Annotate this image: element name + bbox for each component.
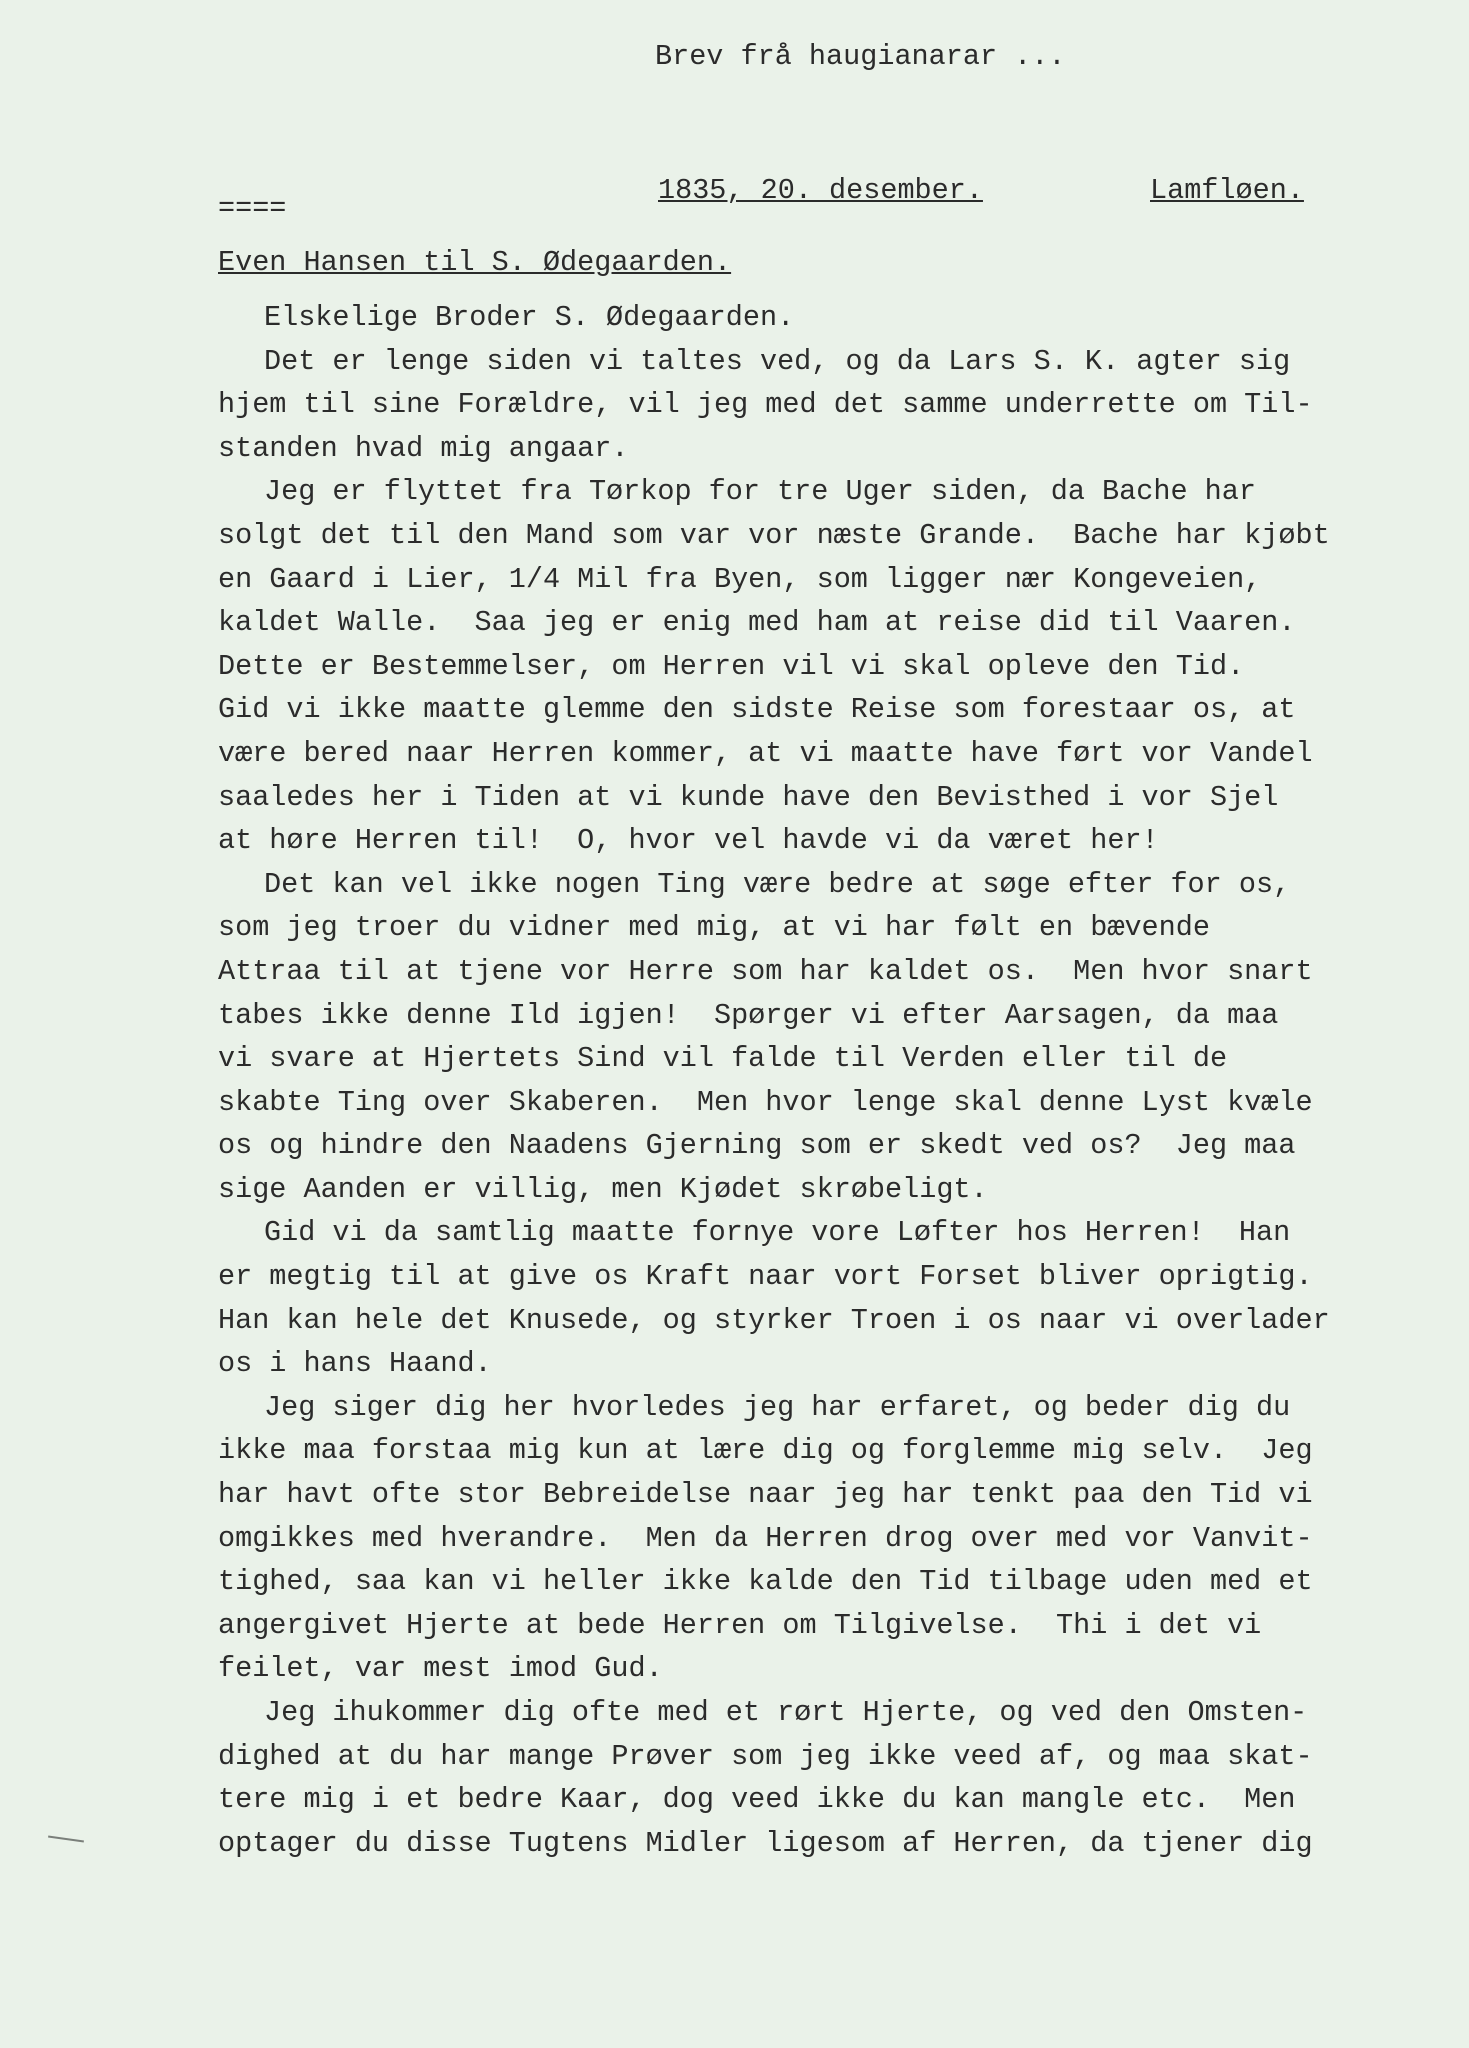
text-line: ikke maa forstaa mig kun at lære dig og forglemme mig selv. Jeg: [218, 1434, 1313, 1468]
dateline-date: 1835, 20. desember.: [658, 174, 983, 207]
text-line: Dette er Bestemmelser, om Herren vil vi skal opleve den Tid.: [218, 649, 1245, 683]
dateline-place: Lamfløen.: [1150, 174, 1304, 207]
dateline-marker: ====: [218, 192, 287, 225]
text-line: vi svare at Hjertets Sind vil falde til Verden eller til de: [218, 1042, 1228, 1076]
text-line: er megtig til at give os Kraft naar vort Forset bliver oprigtig.: [218, 1260, 1313, 1294]
text-line: at høre Herren til! O, hvor vel havde vi da været her!: [218, 824, 1159, 858]
text-line: Gid vi ikke maatte glemme den sidste Reise som forestaar os, at: [218, 693, 1296, 727]
text-line: har havt ofte stor Bebreidelse naar jeg har tenkt paa den Tid vi: [218, 1478, 1313, 1512]
text-line: saaledes her i Tiden at vi kunde have den Bevisthed i vor Sjel: [218, 780, 1279, 814]
text-line: solgt det til den Mand som var vor næste Grande. Bache har kjøbt: [218, 518, 1330, 552]
text-line: angergivet Hjerte at bede Herren om Tilgivelse. Thi i det vi: [218, 1608, 1262, 1642]
text-line: tabes ikke denne Ild igjen! Spørger vi efter Aarsagen, da maa: [218, 998, 1279, 1032]
text-line: tighed, saa kan vi heller ikke kalde den Tid tilbage uden med et: [218, 1565, 1313, 1599]
text-line: omgikkes med hverandre. Men da Herren drog over med vor Vanvit-: [218, 1521, 1313, 1555]
text-line: være bered naar Herren kommer, at vi maatte have ført vor Vandel: [218, 736, 1313, 770]
text-line: dighed at du har mange Prøver som jeg ikke veed af, og maa skat-: [218, 1739, 1313, 1773]
text-line: kaldet Walle. Saa jeg er enig med ham at reise did til Vaaren.: [218, 606, 1296, 640]
margin-mark: [48, 1836, 84, 1843]
text-line: Jeg siger dig her hvorledes jeg har erfaret, og beder dig du: [264, 1390, 1291, 1424]
text-line: en Gaard i Lier, 1/4 Mil fra Byen, som ligger nær Kongeveien,: [218, 562, 1262, 596]
text-line: os i hans Haand.: [218, 1347, 492, 1381]
text-line: sige Aanden er villig, men Kjødet skrøbeligt.: [218, 1172, 988, 1206]
letter-heading: Even Hansen til S. Ødegaarden.: [218, 246, 732, 279]
text-line: Jeg er flyttet fra Tørkop for tre Uger siden, da Bache har: [264, 475, 1256, 509]
letter-body: [218, 296, 1378, 1865]
text-line: standen hvad mig angaar.: [218, 431, 629, 465]
text-line: os og hindre den Naadens Gjerning som er skedt ved os? Jeg maa: [218, 1129, 1296, 1163]
salutation: Elskelige Broder S. Ødegaarden.: [264, 301, 795, 334]
text-line: som jeg troer du vidner med mig, at vi har følt en bævende: [218, 911, 1210, 945]
text-line: Han kan hele det Knusede, og styrker Troen i os naar vi overlader: [218, 1303, 1330, 1337]
text-line: hjem til sine Forældre, vil jeg med det samme underrette om Til-: [218, 388, 1313, 422]
text-line: optager du disse Tugtens Midler ligesom af Herren, da tjener dig: [218, 1826, 1313, 1860]
text-line: Jeg ihukommer dig ofte med et rørt Hjerte, og ved den Omsten-: [264, 1696, 1308, 1729]
text-line: Det kan vel ikke nogen Ting være bedre at søge efter for os,: [264, 867, 1291, 901]
text-line: tere mig i et bedre Kaar, dog veed ikke du kan mangle etc. Men: [218, 1783, 1296, 1817]
text-line: skabte Ting over Skaberen. Men hvor lenge skal denne Lyst kvæle: [218, 1085, 1313, 1119]
text-line: Gid vi da samtlig maatte fornye vore Løfter hos Herren! Han: [264, 1216, 1291, 1250]
text-line: Attraa til at tjene vor Herre som har kaldet os. Men hvor snart: [218, 954, 1313, 988]
running-header: Brev frå haugianarar ...: [655, 40, 1066, 73]
text-line: feilet, var mest imod Gud.: [218, 1652, 663, 1686]
text-line: Det er lenge siden vi taltes ved, og da Lars S. K. agter sig: [264, 344, 1291, 378]
